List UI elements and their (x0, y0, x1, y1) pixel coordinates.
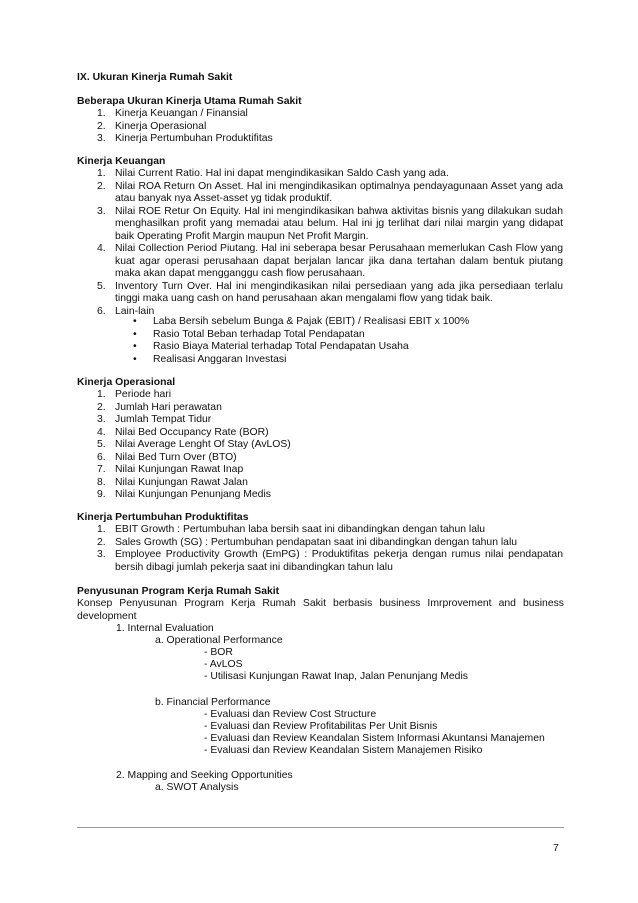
list-item: 1. EBIT Growth : Pertumbuhan laba bersih saat ini dibandingkan dengan tahun lalu (97, 524, 486, 535)
operasional-list (77, 389, 563, 502)
penyusunan-intro: Konsep Penyusunan Program Kerja Rumah Sakit berbasis business Imrprovement and business development (77, 598, 564, 622)
list-item: 2. Sales Growth (SG) : Pertumbuhan pendapatan saat ini dibandingkan dengan tahun lalu (97, 536, 518, 548)
bullet-item: • Realisasi Anggaran Investasi (133, 353, 287, 365)
keuangan-heading: Kinerja Keuangan (77, 156, 166, 167)
step-swot: a. SWOT Analysis (155, 782, 239, 793)
list-item: 5. Nilai Average Lenght Of Stay (AvLOS) (97, 439, 291, 450)
list-item: 1. Periode hari (97, 389, 172, 400)
op-item-utilisasi: - Utilisasi Kunjungan Rawat Inap, Jalan Penunjang Medis (204, 671, 468, 682)
fin-item-cost: - Evaluasi dan Review Cost Structure (204, 709, 377, 720)
list-item: 7. Nilai Kunjungan Rawat Inap (97, 464, 244, 475)
bullet-item: • Laba Bersih sebelum Bunga & Pajak (EBIT) / Realisasi EBIT x 100% (133, 316, 470, 327)
list-item: 3. Nilai ROE Retur On Equity. Hal ini mengindikasikan bahwa aktivitas bisnis yang dilakukan sudah menghasilkan profit yang memadai atau belum. Hal ini jg terlihat dari nilai margin yang didapat baik Operating Profit Margin maupun Net Profit Margin. (97, 205, 563, 242)
keuangan-list (77, 168, 563, 318)
step-financial-performance: b. Financial Performance (155, 697, 271, 708)
list-item: 3. Jumlah Tempat Tidur (97, 414, 212, 425)
fin-item-sia: - Evaluasi dan Review Keandalan Sistem Informasi Akuntansi Manajemen (204, 733, 545, 744)
list-item: 2. Kinerja Operasional (97, 120, 207, 132)
list-item: 2. Jumlah Hari perawatan (97, 401, 222, 413)
page-number: 7 (553, 843, 559, 854)
op-item-avlos: - AvLOS (204, 659, 243, 670)
utama-list (77, 108, 563, 146)
section-title: IX. Ukuran Kinerja Rumah Sakit (77, 72, 233, 83)
list-item: 8. Nilai Kunjungan Rawat Jalan (97, 476, 248, 488)
fin-item-risk: - Evaluasi dan Review Keandalan Sistem Manajemen Risiko (204, 745, 483, 756)
pertumbuhan-heading: Kinerja Pertumbuhan Produktifitas (77, 512, 249, 523)
list-item: 4. Nilai Bed Occupancy Rate (BOR) (97, 426, 269, 438)
list-item: 9. Nilai Kunjungan Penunjang Medis (97, 489, 271, 500)
utama-heading: Beberapa Ukuran Kinerja Utama Rumah Sakit (77, 96, 302, 107)
list-item: 1. Nilai Current Ratio. Hal ini dapat mengindikasikan Saldo Cash yang ada. (97, 168, 449, 179)
penyusunan-heading: Penyusunan Program Kerja Rumah Sakit (77, 586, 280, 597)
fin-item-profit: - Evaluasi dan Review Profitabilitas Per Unit Bisnis (204, 721, 438, 732)
list-item: 1. Kinerja Keuangan / Finansial (97, 108, 248, 119)
step-mapping: 2. Mapping and Seeking Opportunities (116, 770, 293, 781)
step-internal-evaluation: 1. Internal Evaluation (116, 623, 214, 634)
list-item: 6. Nilai Bed Turn Over (BTO) (97, 451, 237, 463)
footer-divider (77, 827, 564, 828)
list-item: 3. Kinerja Pertumbuhan Produktifitas (97, 133, 273, 144)
list-item: 4. Nilai Collection Period Piutang. Hal ini seberapa besar Perusahaan memerlukan Cash Flow yang kuat agar operasi perusahaan dapat berjalan lancar jika dana tertahan dalam bentuk piutang maka akan dapat mengganggu cash flow perusahaan. (97, 243, 563, 279)
step-operational-performance: a. Operational Performance (155, 635, 283, 646)
list-item: 5. Inventory Turn Over. Hal ini mengindikasikan nilai persediaan yang ada jika persediaan terlalu tinggi maka uang cash on hand perusahaan akan mengalami flow yang tidak baik. (97, 280, 563, 304)
operasional-heading: Kinerja Operasional (77, 377, 176, 388)
bullet-item: • Rasio Total Beban terhadap Total Pendapatan (133, 328, 365, 340)
pertumbuhan-list (77, 524, 563, 574)
op-item-bor: - BOR (204, 647, 233, 658)
list-item: 2. Nilai ROA Return On Asset. Hal ini mengindikasikan optimalnya pendayagunaan Asset yang ada atau banyak nya Asset-asset yg tidak produktif. (97, 180, 563, 204)
list-item: 6. Lain-lain (97, 305, 155, 317)
keuangan-bullets (133, 316, 469, 366)
list-item: 3. Employee Productivity Growth (EmPG) : Produktifitas pekerja dengan rumus nilai pendapatan bersih dibagi jumlah pekerja saat ini dibandingkan tahun lalu (97, 549, 563, 573)
bullet-item: • Rasio Biaya Material terhadap Total Pendapatan Usaha (133, 341, 409, 352)
